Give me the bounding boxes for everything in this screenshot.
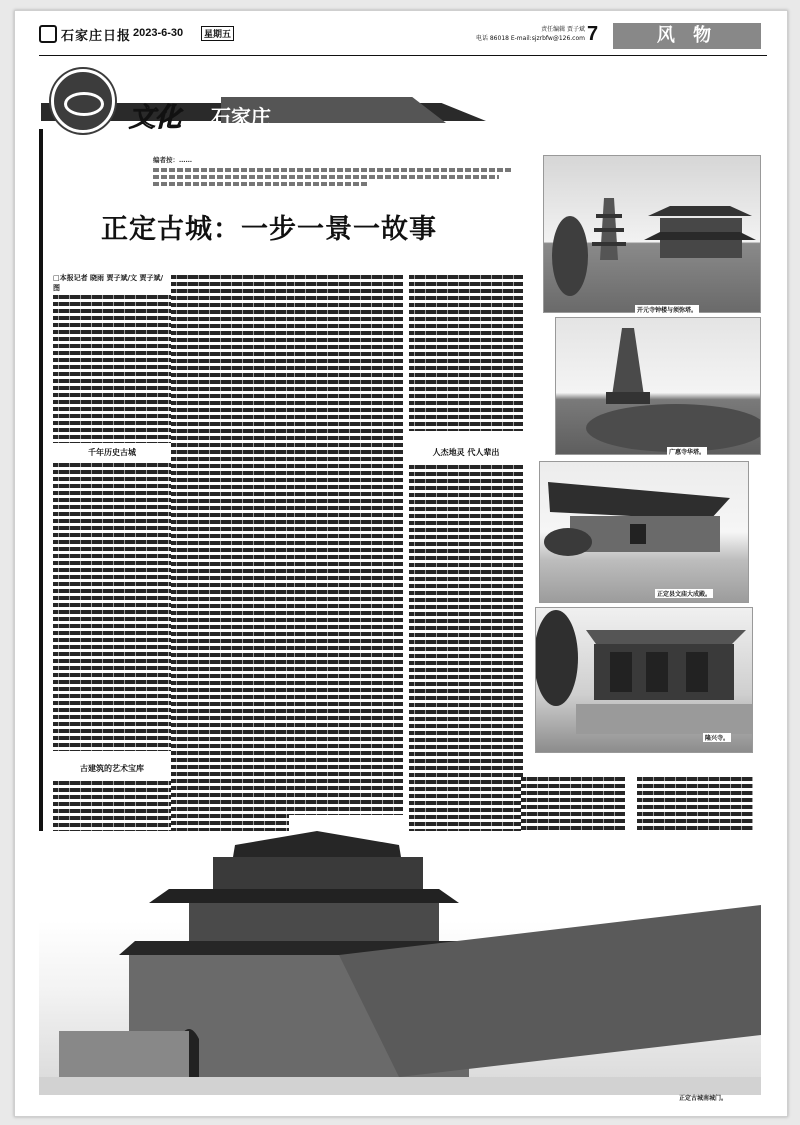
logo-icon — [39, 25, 57, 43]
photo-caption: 正定县文庙大成殿。 — [657, 591, 712, 598]
subhead: 千年历史古城 — [53, 447, 171, 458]
paper-name: 石家庄日报 — [61, 29, 132, 44]
banner-seal-icon — [51, 69, 115, 133]
pagoda-photo — [543, 155, 761, 313]
text-column — [289, 275, 403, 815]
masthead-logo — [39, 25, 131, 44]
photo-caption: 隆兴寺。 — [705, 735, 730, 742]
article-byline: □本报记者 晓雨 贾子斌/文 贾子斌/图 — [53, 274, 164, 292]
subhead: 人杰地灵 代人辈出 — [409, 447, 523, 458]
citywall-illustration — [39, 831, 761, 1095]
masthead-rule — [39, 55, 767, 56]
photo-caption: 广惠寺华塔。 — [669, 449, 706, 456]
editor-note — [153, 155, 513, 189]
editor-note-label: 编者按：…… — [153, 156, 192, 164]
citywall-photo — [39, 831, 761, 1095]
text-column — [171, 275, 289, 843]
text-column — [53, 295, 171, 443]
issue-date: 2023-6-30 — [133, 27, 184, 39]
article-headline: 正定古城：一步一景一故事 — [101, 214, 437, 245]
banner-word-culture: 文化 — [129, 103, 182, 133]
section-title: 风 物 — [613, 23, 761, 49]
banner-word-city: 石家庄 — [211, 105, 271, 129]
tower-photo — [555, 317, 761, 455]
text-column — [53, 463, 171, 751]
text-column — [409, 275, 523, 431]
photo-caption: 正定古城南城门。 — [679, 1095, 728, 1102]
hall-illustration — [540, 462, 748, 602]
photo-caption: 开元寺钟楼与须弥塔。 — [637, 307, 698, 314]
subhead: 古建筑的艺术宝库 — [53, 763, 171, 774]
text-column — [409, 465, 523, 883]
editor-line: 责任编辑 贾子斌 — [541, 26, 585, 33]
hall-photo — [539, 461, 749, 603]
newspaper-page — [14, 10, 788, 1117]
pagoda-illustration — [544, 156, 760, 312]
gate-photo — [535, 607, 753, 753]
page-number: 7 — [587, 23, 599, 45]
contact-line: 电话 86018 E-mail:sjzrbfw@126.com — [475, 35, 585, 42]
gate-illustration — [536, 608, 752, 752]
issue-weekday: 星期五 — [201, 26, 234, 41]
tower-illustration — [556, 318, 760, 454]
editor-info — [445, 25, 585, 43]
